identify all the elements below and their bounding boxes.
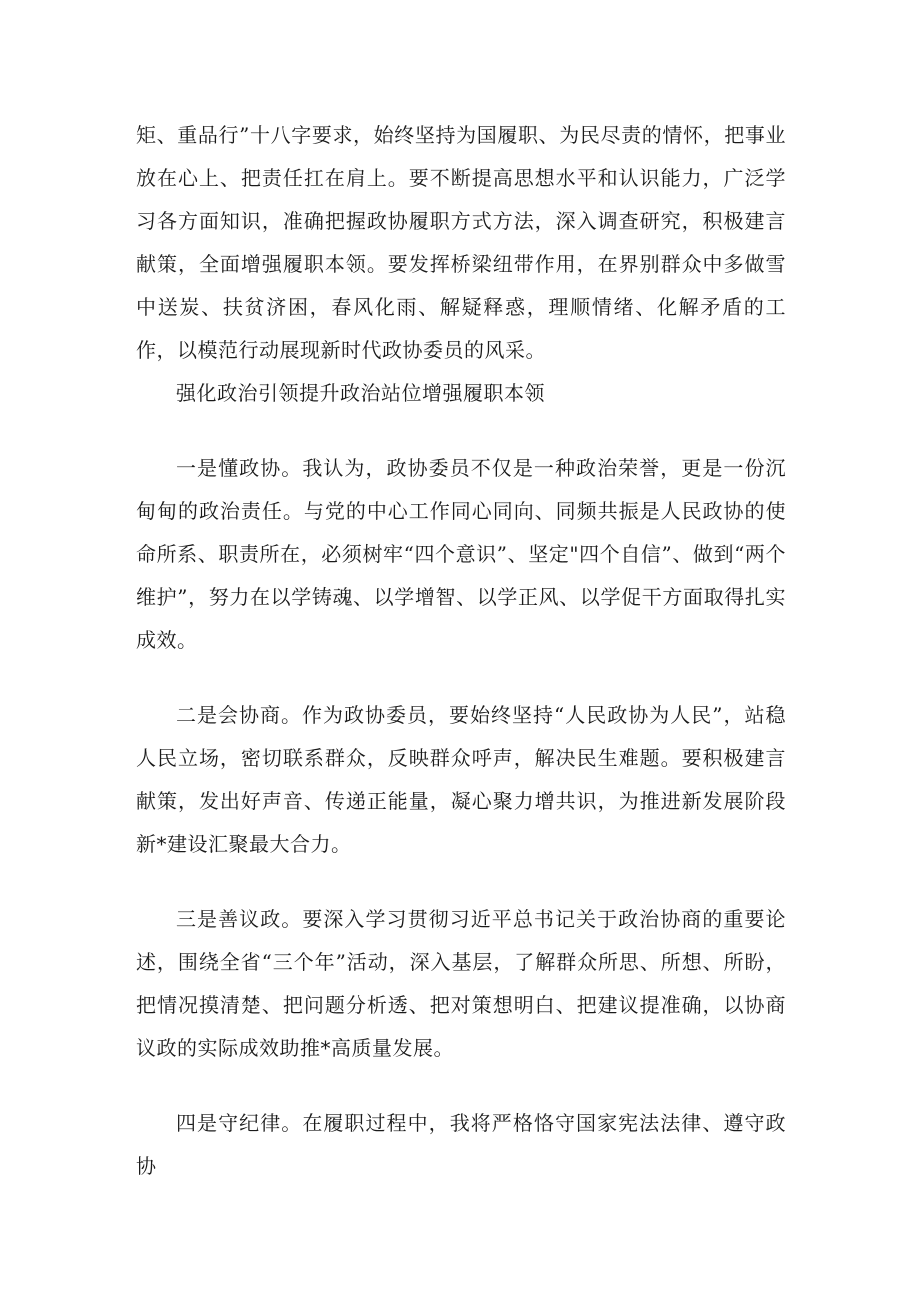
paragraph-consultation: 二是会协商。作为政协委员，要始终坚持“人民政协为人民”，站稳人民立场，密切联系群众，反映群众呼声，解决民生难题。要积极建言献策，发出好声音、传递正能量，凝心聚力增共识，为推进新发展阶段新*建设汇聚最大合力。 — [136, 703, 786, 856]
document-body — [136, 114, 786, 1188]
paragraph-understand-cppcc: 一是懂政协。我认为，政协委员不仅是一种政治荣誉，更是一份沉甸甸的政治责任。与党的中心工作同心同向、同频共振是人民政协的使命所系、职责所在，必须树牢“四个意识”、坚定"四个自信”、做到“两个维护”，努力在以学铸魂、以学增智、以学正风、以学促干方面取得扎实成效。 — [136, 456, 786, 652]
paragraph-continued: 矩、重品行”十八字要求，始终坚持为国履职、为民尽责的情怀，把事业放在心上、把责任扛在肩上。要不断提高思想水平和认识能力，广泛学习各方面知识，准确把握政协履职方式方法，深入调查研究，积极建言献策，全面增强履职本领。要发挥桥梁纽带作用，在界别群众中多做雪中送炭、扶贫济困，春风化雨、解疑释惑，理顺情绪、化解矛盾的工作，以模范行动展现新时代政协委员的风采。 — [136, 123, 786, 362]
paragraph-deliberation: 三是善议政。要深入学习贯彻习近平总书记关于政治协商的重要论述，围绕全省“三个年”活动，深入基层，了解群众所思、所想、所盼，把情况摸清楚、把问题分析透、把对策想明白、把建议提准确，以协商议政的实际成效助推*高质量发展。 — [136, 907, 786, 1060]
paragraph-discipline: 四是守纪律。在履职过程中，我将严格恪守国家宪法法律、遵守政协 — [136, 1111, 786, 1178]
section-heading: 强化政治引领提升政治站位增强履职本领 — [176, 381, 545, 405]
